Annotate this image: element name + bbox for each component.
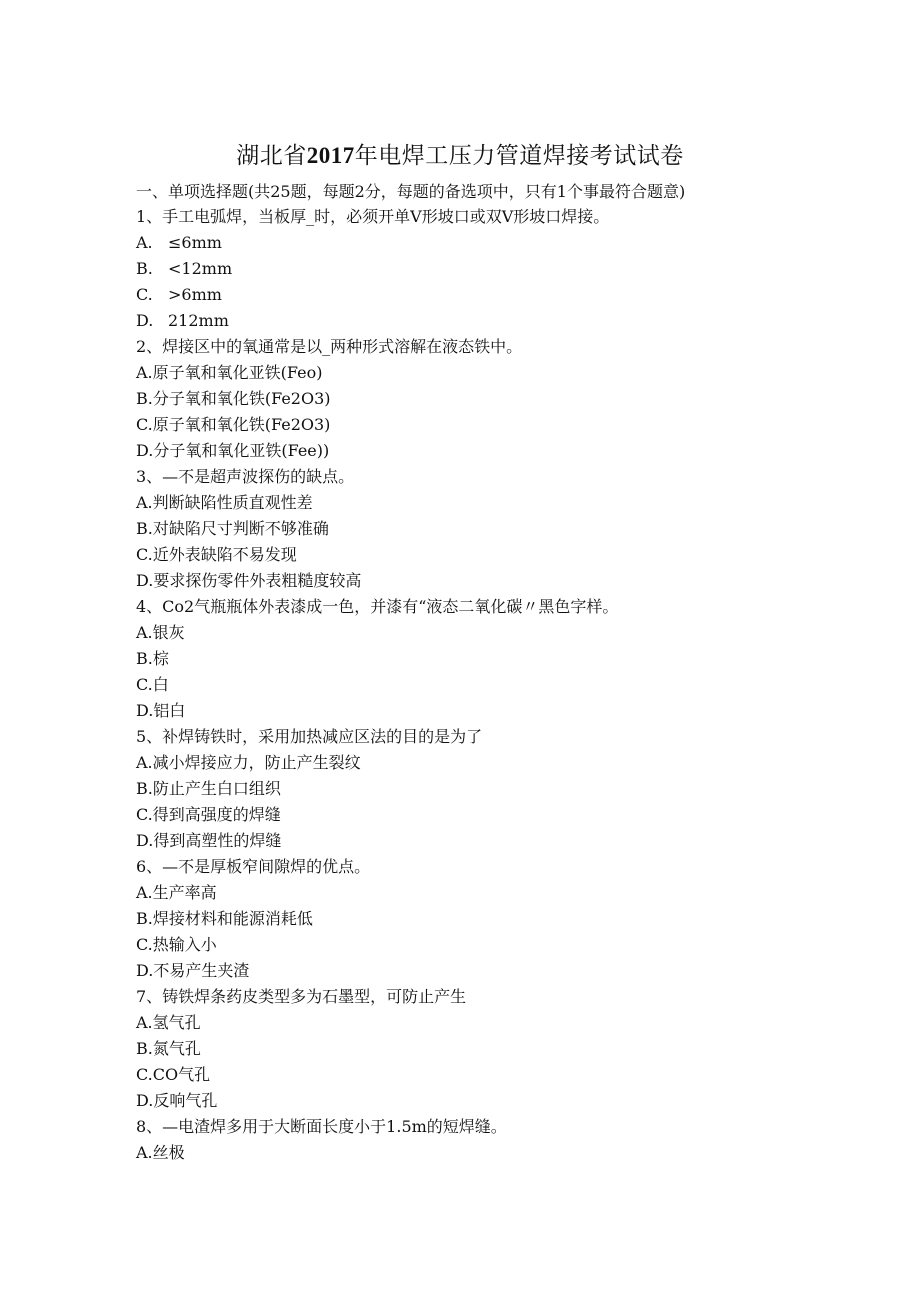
question-stem: 1、手工电弧焊，当板厚_时，必须开单V形坡口或双V形坡口焊接。 (136, 207, 610, 226)
question-stem: 5、补焊铸铁时，采用加热减应区法的目的是为了 (136, 727, 483, 746)
answer-option (136, 256, 786, 282)
answer-option: A.氢气孔 (136, 1013, 201, 1032)
question-2 (136, 334, 786, 464)
question-6 (136, 854, 786, 984)
answer-option: C.近外表缺陷不易发现 (136, 545, 297, 564)
question-7 (136, 984, 786, 1114)
answer-option: D.分子氧和氧化亚铁(Fee)) (136, 441, 330, 460)
answer-option: B.棕 (136, 649, 169, 668)
question-stem: 8、—电渣焊多用于大断面长度小于1.5m的短焊缝。 (136, 1117, 507, 1136)
answer-option: B.氮气孔 (136, 1039, 201, 1058)
section-heading: 一、单项选择题(共25题，每题2分，每题的备选项中，只有1个事最符合题意) (136, 182, 686, 201)
answer-option: D.得到高塑性的焊缝 (136, 831, 282, 850)
option-letter: D. (136, 311, 154, 330)
answer-option: C.原子氧和氧化铁(Fe2O3) (136, 415, 331, 434)
answer-option: D.反响气孔 (136, 1091, 218, 1110)
answer-option (136, 230, 786, 256)
question-1 (136, 204, 786, 334)
option-letter: B. (136, 259, 153, 278)
page-title (0, 140, 920, 172)
question-5 (136, 724, 786, 854)
title-year: 2017 (306, 143, 355, 168)
answer-option: C.白 (136, 675, 169, 694)
answer-option: D.不易产生夹渣 (136, 961, 250, 980)
answer-option: A.判断缺陷性质直观性差 (136, 493, 313, 512)
option-text: ≤6mm (168, 233, 222, 252)
answer-option: C.CO气孔 (136, 1065, 211, 1084)
question-4 (136, 594, 786, 724)
option-letter: A. (136, 233, 153, 252)
answer-option: B.焊接材料和能源消耗低 (136, 909, 313, 928)
answer-option: A.生产率高 (136, 883, 217, 902)
answer-option: A.银灰 (136, 623, 185, 642)
answer-option (136, 308, 786, 334)
answer-option: B.对缺陷尺寸判断不够准确 (136, 519, 329, 538)
answer-option (136, 282, 786, 308)
question-stem: 6、—不是厚板窄间隙焊的优点。 (136, 857, 371, 876)
question-stem: 4、Co2气瓶瓶体外表漆成一色，并漆有“液态二氧化碳〃黑色字样。 (136, 597, 619, 616)
option-letter: C. (136, 285, 153, 304)
answer-option: C.得到高强度的焊缝 (136, 805, 281, 824)
option-text: >6mm (168, 285, 222, 304)
question-3 (136, 464, 786, 594)
answer-option: D.铝白 (136, 701, 186, 720)
answer-option: B.防止产生白口组织 (136, 779, 281, 798)
option-text: <12mm (168, 259, 233, 278)
answer-option: A.丝极 (136, 1143, 185, 1162)
title-suffix: 年电焊工压力管道焊接考试试卷 (354, 143, 684, 169)
answer-option: C.热输入小 (136, 935, 217, 954)
title-prefix: 湖北省 (236, 143, 307, 169)
question-8 (136, 1114, 786, 1166)
answer-option: A.减小焊接应力，防止产生裂纹 (136, 753, 361, 772)
option-text: 212mm (168, 311, 229, 330)
answer-option: D.要求探伤零件外表粗糙度较高 (136, 571, 362, 590)
question-stem: 7、铸铁焊条药皮类型多为石墨型，可防止产生 (136, 987, 467, 1006)
answer-option: B.分子氧和氧化铁(Fe2O3) (136, 389, 331, 408)
exam-content (136, 180, 786, 1166)
question-stem: 2、焊接区中的氧通常是以_两种形式溶解在液态铁中。 (136, 337, 523, 356)
answer-option: A.原子氧和氧化亚铁(Feo) (136, 363, 323, 382)
question-stem: 3、—不是超声波探伤的缺点。 (136, 467, 355, 486)
